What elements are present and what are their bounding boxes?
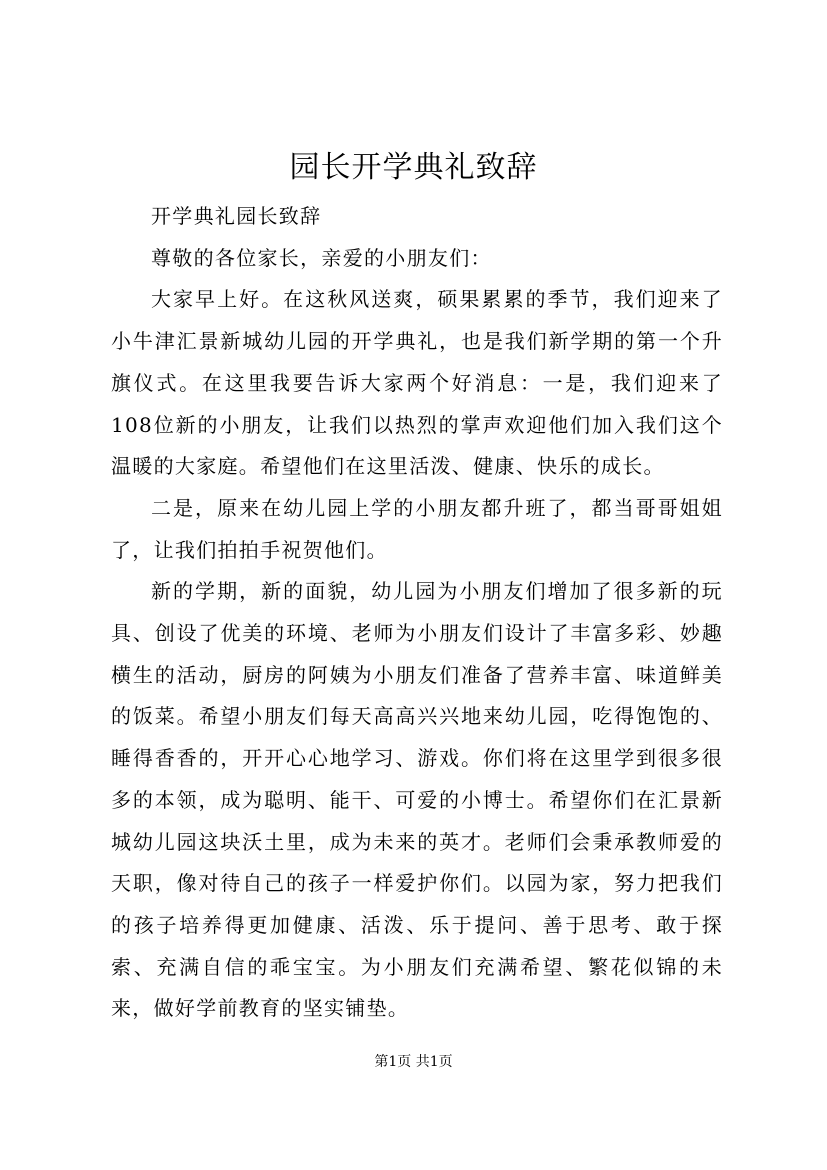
page-footer: 第1页 共1页 xyxy=(374,1054,453,1070)
document-title: 园长开学典礼致辞 xyxy=(289,150,538,185)
paragraph-subtitle: 开学典礼园长致辞 xyxy=(151,204,322,228)
document-body xyxy=(111,196,723,1030)
paragraph-new-semester: 新的学期，新的面貌，幼儿园为小朋友们增加了很多新的玩具、创设了优美的环境、老师为小朋友们设计了丰富多彩、妙趣横生的活动，厨房的阿姨为小朋友们准备了营养丰富、味道鲜美的饭菜。希望小朋友们每天高高兴兴地来幼儿园，吃得饱饱的、睡得香香的，开开心心地学习、游戏。你们将在这里学到很多很多的本领，成为聪明、能干、可爱的小博士。希望你们在汇景新城幼儿园这块沃土里，成为未来的英才。老师们会秉承教师爱的天职，像对待自己的孩子一样爱护你们。以园为家，努力把我们的孩子培养得更加健康、活泼、乐于提问、善于思考、敢于探索、充满自信的乖宝宝。为小朋友们充满希望、繁花似锦的未来，做好学前教育的坚实铺垫。 xyxy=(111,579,723,1021)
paragraph-promotion: 二是，原来在幼儿园上学的小朋友都升班了，都当哥哥姐姐了，让我们拍拍手祝贺他们。 xyxy=(111,495,723,562)
paragraph-greeting: 大家早上好。在这秋风送爽，硕果累累的季节，我们迎来了小牛津汇景新城幼儿园的开学典礼，也是我们新学期的第一个升旗仪式。在这里我要告诉大家两个好消息：一是，我们迎来了108位新的小朋友，让我们以热烈的掌声欢迎他们加入我们这个温暖的大家庭。希望他们在这里活泼、健康、快乐的成长。 xyxy=(111,287,723,479)
paragraph-salutation: 尊敬的各位家长，亲爱的小朋友们： xyxy=(151,245,492,270)
